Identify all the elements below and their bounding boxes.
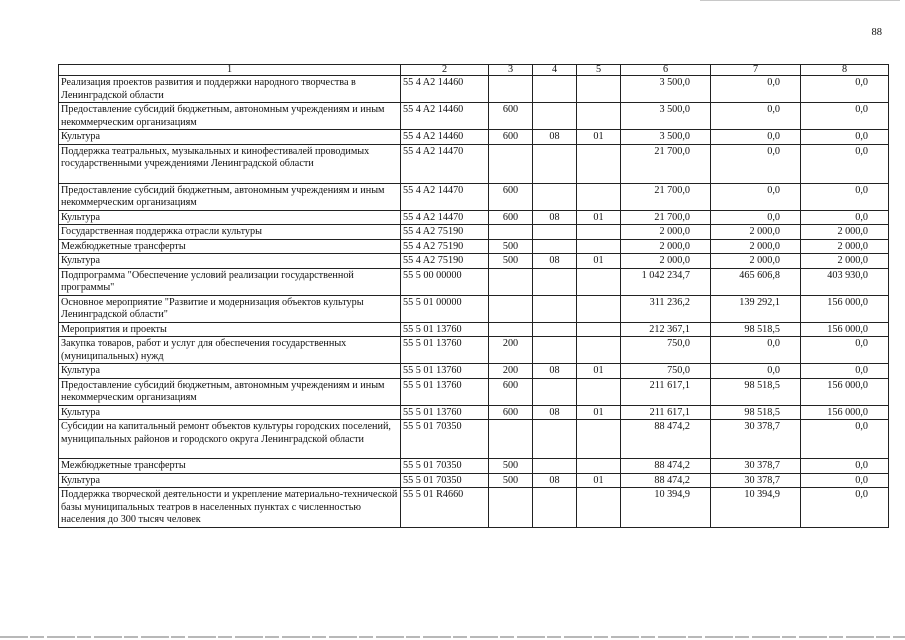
row-amount-1-cell: 750,0 [621, 364, 711, 379]
table-row [59, 130, 889, 145]
row-code-cell: 55 5 01 13760 [401, 405, 489, 420]
row-vr-cell [489, 322, 533, 337]
row-pr-cell [577, 239, 621, 254]
row-amount-3-cell: 2 000,0 [801, 254, 889, 269]
row-pr-cell: 01 [577, 405, 621, 420]
row-rz-cell [533, 488, 577, 528]
row-pr-cell [577, 378, 621, 405]
page-number: 88 [871, 27, 882, 38]
row-amount-2-cell: 30 378,7 [711, 459, 801, 474]
row-amount-1-cell: 750,0 [621, 337, 711, 364]
table-row [59, 337, 889, 364]
table-row [59, 210, 889, 225]
row-code-cell: 55 5 00 00000 [401, 268, 489, 295]
row-amount-2-cell: 0,0 [711, 183, 801, 210]
row-name-cell: Культура [59, 364, 401, 379]
row-amount-2-cell: 465 606,8 [711, 268, 801, 295]
row-rz-cell: 08 [533, 254, 577, 269]
row-amount-1-cell: 212 367,1 [621, 322, 711, 337]
row-rz-cell [533, 268, 577, 295]
row-rz-cell [533, 183, 577, 210]
table-row [59, 295, 889, 322]
row-vr-cell [489, 225, 533, 240]
row-amount-2-cell: 98 518,5 [711, 405, 801, 420]
row-name-cell: Государственная поддержка отрасли культуры [59, 225, 401, 240]
row-vr-cell: 500 [489, 239, 533, 254]
row-amount-1-cell: 10 394,9 [621, 488, 711, 528]
row-code-cell: 55 5 01 13760 [401, 337, 489, 364]
row-pr-cell [577, 144, 621, 183]
row-pr-cell: 01 [577, 473, 621, 488]
row-rz-cell [533, 103, 577, 130]
row-name-cell: Мероприятия и проекты [59, 322, 401, 337]
row-name-cell: Предоставление субсидий бюджетным, автономным учреждениям и иным некоммерческим организациям [59, 183, 401, 210]
row-amount-3-cell: 403 930,0 [801, 268, 889, 295]
row-code-cell: 55 5 01 13760 [401, 378, 489, 405]
row-amount-2-cell: 98 518,5 [711, 322, 801, 337]
row-amount-1-cell: 2 000,0 [621, 225, 711, 240]
row-vr-cell: 600 [489, 130, 533, 145]
row-vr-cell: 200 [489, 337, 533, 364]
row-name-cell: Культура [59, 405, 401, 420]
table-row [59, 378, 889, 405]
row-code-cell: 55 4 A2 14470 [401, 183, 489, 210]
row-pr-cell [577, 268, 621, 295]
row-rz-cell: 08 [533, 405, 577, 420]
column-number-8: 8 [801, 65, 889, 76]
row-code-cell: 55 5 01 00000 [401, 295, 489, 322]
row-amount-3-cell: 0,0 [801, 144, 889, 183]
row-amount-3-cell: 156 000,0 [801, 295, 889, 322]
row-amount-3-cell: 156 000,0 [801, 378, 889, 405]
row-name-cell: Закупка товаров, работ и услуг для обеспечения государственных (муниципальных) нужд [59, 337, 401, 364]
row-code-cell: 55 4 A2 75190 [401, 254, 489, 269]
row-amount-1-cell: 3 500,0 [621, 103, 711, 130]
row-code-cell: 55 4 A2 75190 [401, 225, 489, 240]
row-rz-cell [533, 295, 577, 322]
row-amount-1-cell: 2 000,0 [621, 254, 711, 269]
row-vr-cell: 600 [489, 378, 533, 405]
row-code-cell: 55 4 A2 14460 [401, 130, 489, 145]
row-vr-cell: 500 [489, 459, 533, 474]
table-row [59, 420, 889, 459]
column-number-1: 1 [59, 65, 401, 76]
row-amount-3-cell: 0,0 [801, 459, 889, 474]
row-code-cell: 55 4 A2 14470 [401, 144, 489, 183]
row-vr-cell [489, 144, 533, 183]
row-amount-2-cell: 0,0 [711, 144, 801, 183]
row-vr-cell [489, 488, 533, 528]
row-rz-cell: 08 [533, 364, 577, 379]
row-amount-3-cell: 0,0 [801, 473, 889, 488]
row-amount-2-cell: 139 292,1 [711, 295, 801, 322]
row-vr-cell: 500 [489, 473, 533, 488]
row-vr-cell: 500 [489, 254, 533, 269]
table-row [59, 473, 889, 488]
row-code-cell: 55 5 01 R4660 [401, 488, 489, 528]
row-amount-3-cell: 156 000,0 [801, 322, 889, 337]
column-number-4: 4 [533, 65, 577, 76]
row-pr-cell [577, 488, 621, 528]
row-vr-cell: 600 [489, 210, 533, 225]
table-row [59, 268, 889, 295]
row-rz-cell [533, 144, 577, 183]
row-amount-1-cell: 88 474,2 [621, 459, 711, 474]
table-row [59, 322, 889, 337]
row-code-cell: 55 5 01 13760 [401, 364, 489, 379]
table-row [59, 488, 889, 528]
column-number-2: 2 [401, 65, 489, 76]
row-amount-1-cell: 211 617,1 [621, 378, 711, 405]
row-rz-cell [533, 239, 577, 254]
row-pr-cell [577, 76, 621, 103]
row-pr-cell [577, 459, 621, 474]
row-amount-2-cell: 2 000,0 [711, 254, 801, 269]
row-pr-cell [577, 322, 621, 337]
row-rz-cell: 08 [533, 130, 577, 145]
row-amount-2-cell: 0,0 [711, 210, 801, 225]
column-number-3: 3 [489, 65, 533, 76]
table-row [59, 364, 889, 379]
table-row [59, 103, 889, 130]
row-name-cell: Основное мероприятие "Развитие и модернизация объектов культуры Ленинградской области" [59, 295, 401, 322]
row-vr-cell [489, 420, 533, 459]
row-amount-2-cell: 30 378,7 [711, 420, 801, 459]
row-name-cell: Культура [59, 130, 401, 145]
row-amount-1-cell: 88 474,2 [621, 420, 711, 459]
budget-table [58, 64, 889, 528]
row-rz-cell [533, 225, 577, 240]
row-name-cell: Культура [59, 254, 401, 269]
row-vr-cell: 200 [489, 364, 533, 379]
row-amount-1-cell: 311 236,2 [621, 295, 711, 322]
row-amount-1-cell: 21 700,0 [621, 183, 711, 210]
table-row [59, 405, 889, 420]
row-pr-cell [577, 103, 621, 130]
row-code-cell: 55 4 A2 14460 [401, 103, 489, 130]
column-number-row [59, 65, 889, 76]
row-name-cell: Поддержка театральных, музыкальных и кинофестивалей проводимых государственными учреждениями Ленинградской области [59, 144, 401, 183]
row-amount-3-cell: 0,0 [801, 488, 889, 528]
row-rz-cell [533, 420, 577, 459]
row-name-cell: Межбюджетные трансферты [59, 459, 401, 474]
row-amount-3-cell: 0,0 [801, 103, 889, 130]
row-code-cell: 55 4 A2 14460 [401, 76, 489, 103]
row-code-cell: 55 5 01 13760 [401, 322, 489, 337]
row-amount-2-cell: 2 000,0 [711, 239, 801, 254]
row-amount-3-cell: 0,0 [801, 420, 889, 459]
table-row [59, 76, 889, 103]
row-rz-cell: 08 [533, 473, 577, 488]
row-amount-3-cell: 0,0 [801, 183, 889, 210]
row-amount-1-cell: 21 700,0 [621, 210, 711, 225]
row-amount-3-cell: 0,0 [801, 130, 889, 145]
row-amount-3-cell: 0,0 [801, 337, 889, 364]
row-amount-1-cell: 3 500,0 [621, 130, 711, 145]
row-pr-cell [577, 183, 621, 210]
row-amount-3-cell: 156 000,0 [801, 405, 889, 420]
row-amount-1-cell: 1 042 234,7 [621, 268, 711, 295]
scan-bottom-rule [0, 636, 905, 638]
table-row [59, 225, 889, 240]
row-amount-2-cell: 0,0 [711, 76, 801, 103]
row-amount-1-cell: 3 500,0 [621, 76, 711, 103]
row-rz-cell [533, 322, 577, 337]
row-vr-cell: 600 [489, 183, 533, 210]
scan-top-rule [700, 0, 900, 1]
row-amount-2-cell: 2 000,0 [711, 225, 801, 240]
row-name-cell: Подпрограмма "Обеспечение условий реализации государственной программы" [59, 268, 401, 295]
row-amount-3-cell: 0,0 [801, 76, 889, 103]
row-amount-3-cell: 2 000,0 [801, 225, 889, 240]
row-amount-2-cell: 0,0 [711, 337, 801, 364]
table-row [59, 459, 889, 474]
row-vr-cell: 600 [489, 405, 533, 420]
row-pr-cell [577, 225, 621, 240]
row-rz-cell [533, 76, 577, 103]
table-row [59, 144, 889, 183]
row-vr-cell: 600 [489, 103, 533, 130]
row-amount-3-cell: 2 000,0 [801, 239, 889, 254]
row-name-cell: Субсидии на капитальный ремонт объектов культуры городских поселений, муниципальных районов и городского округа Ленинградской области [59, 420, 401, 459]
row-vr-cell [489, 76, 533, 103]
row-pr-cell: 01 [577, 210, 621, 225]
column-number-5: 5 [577, 65, 621, 76]
row-amount-1-cell: 88 474,2 [621, 473, 711, 488]
budget-table-body [59, 65, 889, 528]
row-vr-cell [489, 268, 533, 295]
row-name-cell: Межбюджетные трансферты [59, 239, 401, 254]
row-pr-cell: 01 [577, 364, 621, 379]
row-amount-2-cell: 30 378,7 [711, 473, 801, 488]
row-rz-cell [533, 378, 577, 405]
row-amount-2-cell: 0,0 [711, 103, 801, 130]
column-number-6: 6 [621, 65, 711, 76]
row-amount-2-cell: 98 518,5 [711, 378, 801, 405]
row-name-cell: Предоставление субсидий бюджетным, автономным учреждениям и иным некоммерческим организациям [59, 103, 401, 130]
table-row [59, 183, 889, 210]
row-code-cell: 55 4 A2 14470 [401, 210, 489, 225]
row-name-cell: Поддержка творческой деятельности и укрепление материально-технической базы муниципальных театров в населенных пунктах с численностью населения до 300 тысяч человек [59, 488, 401, 528]
row-amount-2-cell: 10 394,9 [711, 488, 801, 528]
row-amount-1-cell: 2 000,0 [621, 239, 711, 254]
row-pr-cell: 01 [577, 254, 621, 269]
row-code-cell: 55 5 01 70350 [401, 459, 489, 474]
row-pr-cell [577, 337, 621, 364]
row-vr-cell [489, 295, 533, 322]
row-amount-1-cell: 21 700,0 [621, 144, 711, 183]
row-name-cell: Культура [59, 210, 401, 225]
row-amount-3-cell: 0,0 [801, 364, 889, 379]
row-amount-2-cell: 0,0 [711, 364, 801, 379]
row-code-cell: 55 4 A2 75190 [401, 239, 489, 254]
row-amount-2-cell: 0,0 [711, 130, 801, 145]
row-amount-1-cell: 211 617,1 [621, 405, 711, 420]
row-name-cell: Реализация проектов развития и поддержки народного творчества в Ленинградской области [59, 76, 401, 103]
row-code-cell: 55 5 01 70350 [401, 473, 489, 488]
row-pr-cell: 01 [577, 130, 621, 145]
row-name-cell: Предоставление субсидий бюджетным, автономным учреждениям и иным некоммерческим организациям [59, 378, 401, 405]
row-rz-cell: 08 [533, 210, 577, 225]
row-amount-3-cell: 0,0 [801, 210, 889, 225]
row-pr-cell [577, 420, 621, 459]
row-rz-cell [533, 459, 577, 474]
row-code-cell: 55 5 01 70350 [401, 420, 489, 459]
table-row [59, 254, 889, 269]
table-row [59, 239, 889, 254]
row-pr-cell [577, 295, 621, 322]
row-rz-cell [533, 337, 577, 364]
row-name-cell: Культура [59, 473, 401, 488]
column-number-7: 7 [711, 65, 801, 76]
